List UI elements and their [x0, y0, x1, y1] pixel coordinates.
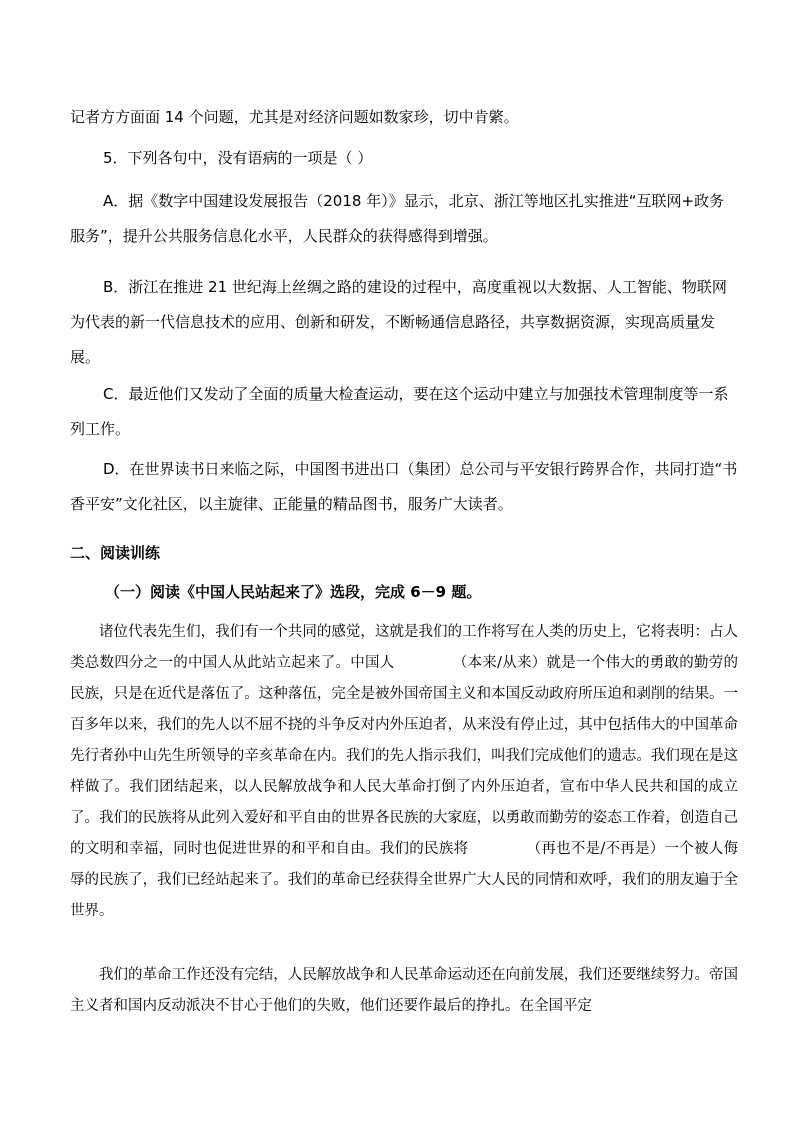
option-b: B．浙江在推进 21 世纪海上丝绸之路的建设的过程中，高度重视以大数据、人工智能、物联网为代表的新一代信息技术的应用、创新和研发，不断畅通信息路径，共享数据资源，实现高质量发展。: [70, 278, 727, 366]
option-d: D．在世界读书日来临之际，中国图书进出口（集团）总公司与平安银行跨界合作，共同打造“书香平安”文化社区，以主旋律、正能量的精品图书，服务广大读者。: [70, 460, 738, 513]
section-subtitle: （一）阅读《中国人民站起来了》选段，完成 6－9 题。: [105, 583, 482, 601]
option-a: A．据《数字中国建设发展报告（2018 年）》显示，北京、浙江等地区扎实推进“互联网+政务服务”，提升公共服务信息化水平，人民群众的获得感得到增强。: [70, 192, 725, 245]
passage-p1-part1: 诸位代表先生们，我们有一个共同的感觉，这就是我们的工作将写在人类的历史上，它将表明：占人类总数四分之一的中国人从此站立起来了。中国人: [70, 624, 738, 671]
option-c: C．最近他们又发动了全面的质量大检查运动，要在这个运动中建立与加强技术管理制度等一系列工作。: [70, 385, 729, 438]
passage-p1-part2: （本来/从来）就是一个伟大的勇敢的勤劳的民族，只是在近代是落伍了。这种落伍，完全是被外国帝国主义和本国反动政府所压迫和剥削的结果。一百多年以来，我们的先人以不屈不挠的斗争反对内外压迫者，从来没有停止过，其中包括伟大的中国革命先行者孙中山先生所领导的辛亥革命在内。我们的先人指示我们，叫我们完成他们的遗志。我们现在是这样做了。我们团结起来，以人民解放战争和人民大革命打倒了内外压迫者，宣布中华人民共和国的成立了。我们的民族将从此列入爱好和平自由的世界各民族的大家庭，以勇敢而勤劳的姿态工作着，创造自己的文明和幸福，同时也促进世界的和平和自由。我们的民族将: [70, 655, 738, 857]
section-title: 二、阅读训练: [70, 544, 161, 562]
passage-paragraph-1: [70, 617, 738, 927]
question-5-stem: 5．下列各句中，没有语病的一项是（ ）: [103, 149, 373, 167]
continued-line: 记者方方面面 14 个问题，尤其是对经济问题如数家珍，切中肯綮。: [70, 108, 519, 126]
passage-p1-part3: （再也不是/不再是）一个被人侮辱的民族了，我们已经站起来了。我们的革命已经获得全世界广大人民的同情和欢呼，我们的朋友遍于全世界。: [70, 841, 739, 919]
passage-paragraph-2: 我们的革命工作还没有完结，人民解放战争和人民革命运动还在向前发展，我们还要继续努力。帝国主义者和国内反动派决不甘心于他们的失败，他们还要作最后的挣扎。在全国平定: [70, 967, 738, 1014]
